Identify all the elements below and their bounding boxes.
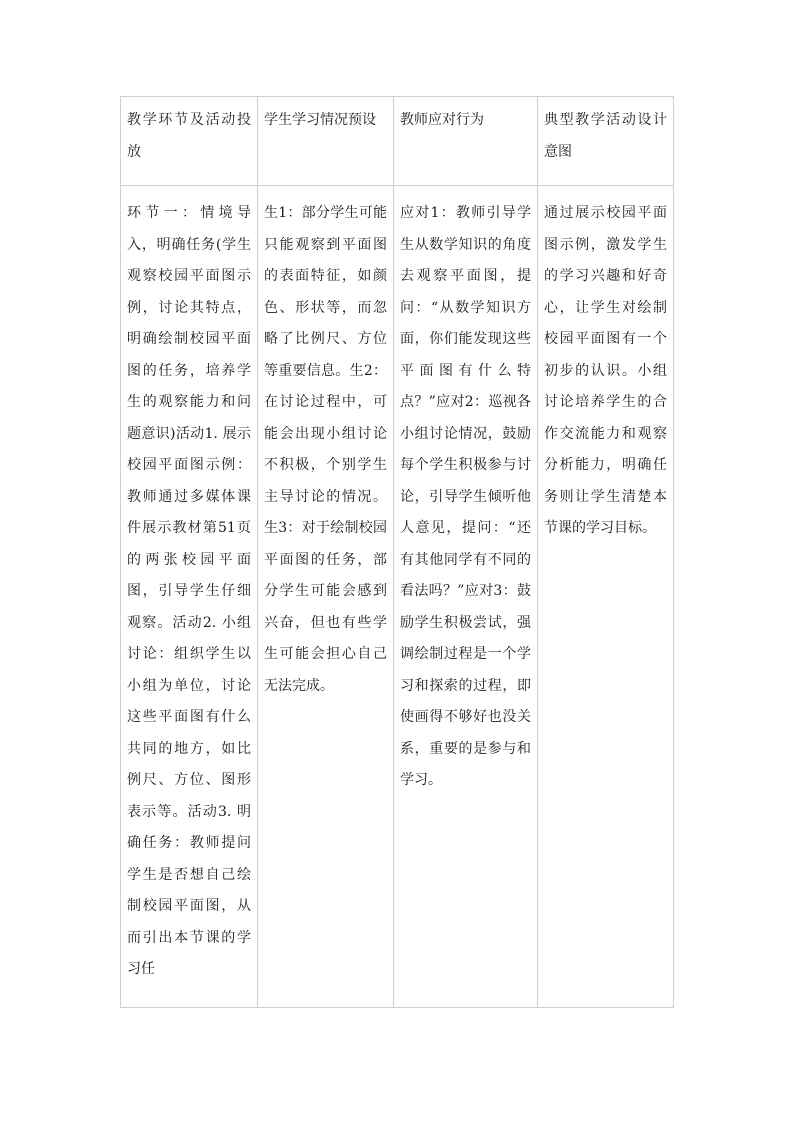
header-student-expectation: 学生学习情况预设 [258, 97, 394, 186]
cell-teaching-stage: 环节一：情境导入，明确任务(学生观察校园平面图示例，讨论其特点，明确绘制校园平面图的任务，培养学生的观察能力和问题意识)活动1. 展示校园平面图示例：教师通过多媒体课件展示教材第51页的两张校园平面图，引导学生仔细观察。活动2. 小组讨论：组织学生以小组为单位，讨论这些平面图有什么共同的地方，如比例尺、方位、图形表示等。活动3. 明确任务：教师提问学生是否想自己绘制校园平面图，从而引出本节课的学习任 [121, 186, 258, 1008]
table-header-row [121, 97, 674, 186]
lesson-plan-table [120, 96, 674, 1008]
header-design-intent: 典型教学活动设计意图 [538, 97, 674, 186]
header-teacher-response: 教师应对行为 [394, 97, 538, 186]
cell-design-intent: 通过展示校园平面图示例，激发学生的学习兴趣和好奇心，让学生对绘制校园平面图有一个初步的认识。小组讨论培养学生的合作交流能力和观察分析能力，明确任务则让学生清楚本节课的学习目标。 [538, 186, 674, 1008]
cell-teacher-response: 应对1：教师引导学生从数学知识的角度去观察平面图，提问：“从数学知识方面，你们能发现这些平面图有什么特点？”应对2：巡视各小组讨论情况，鼓励每个学生积极参与讨论，引导学生倾听他人意见，提问：“还有其他同学有不同的看法吗？”应对3：鼓励学生积极尝试，强调绘制过程是一个学习和探索的过程，即使画得不够好也没关系，重要的是参与和学习。 [394, 186, 538, 1008]
table-row [121, 186, 674, 1008]
cell-student-expectation: 生1：部分学生可能只能观察到平面图的表面特征，如颜色、形状等，而忽略了比例尺、方位等重要信息。生2：在讨论过程中，可能会出现小组讨论不积极，个别学生主导讨论的情况。生3：对于绘制校园平面图的任务，部分学生可能会感到兴奋，但也有些学生可能会担心自己无法完成。 [258, 186, 394, 1008]
header-teaching-stage: 教学环节及活动投放 [121, 97, 258, 186]
